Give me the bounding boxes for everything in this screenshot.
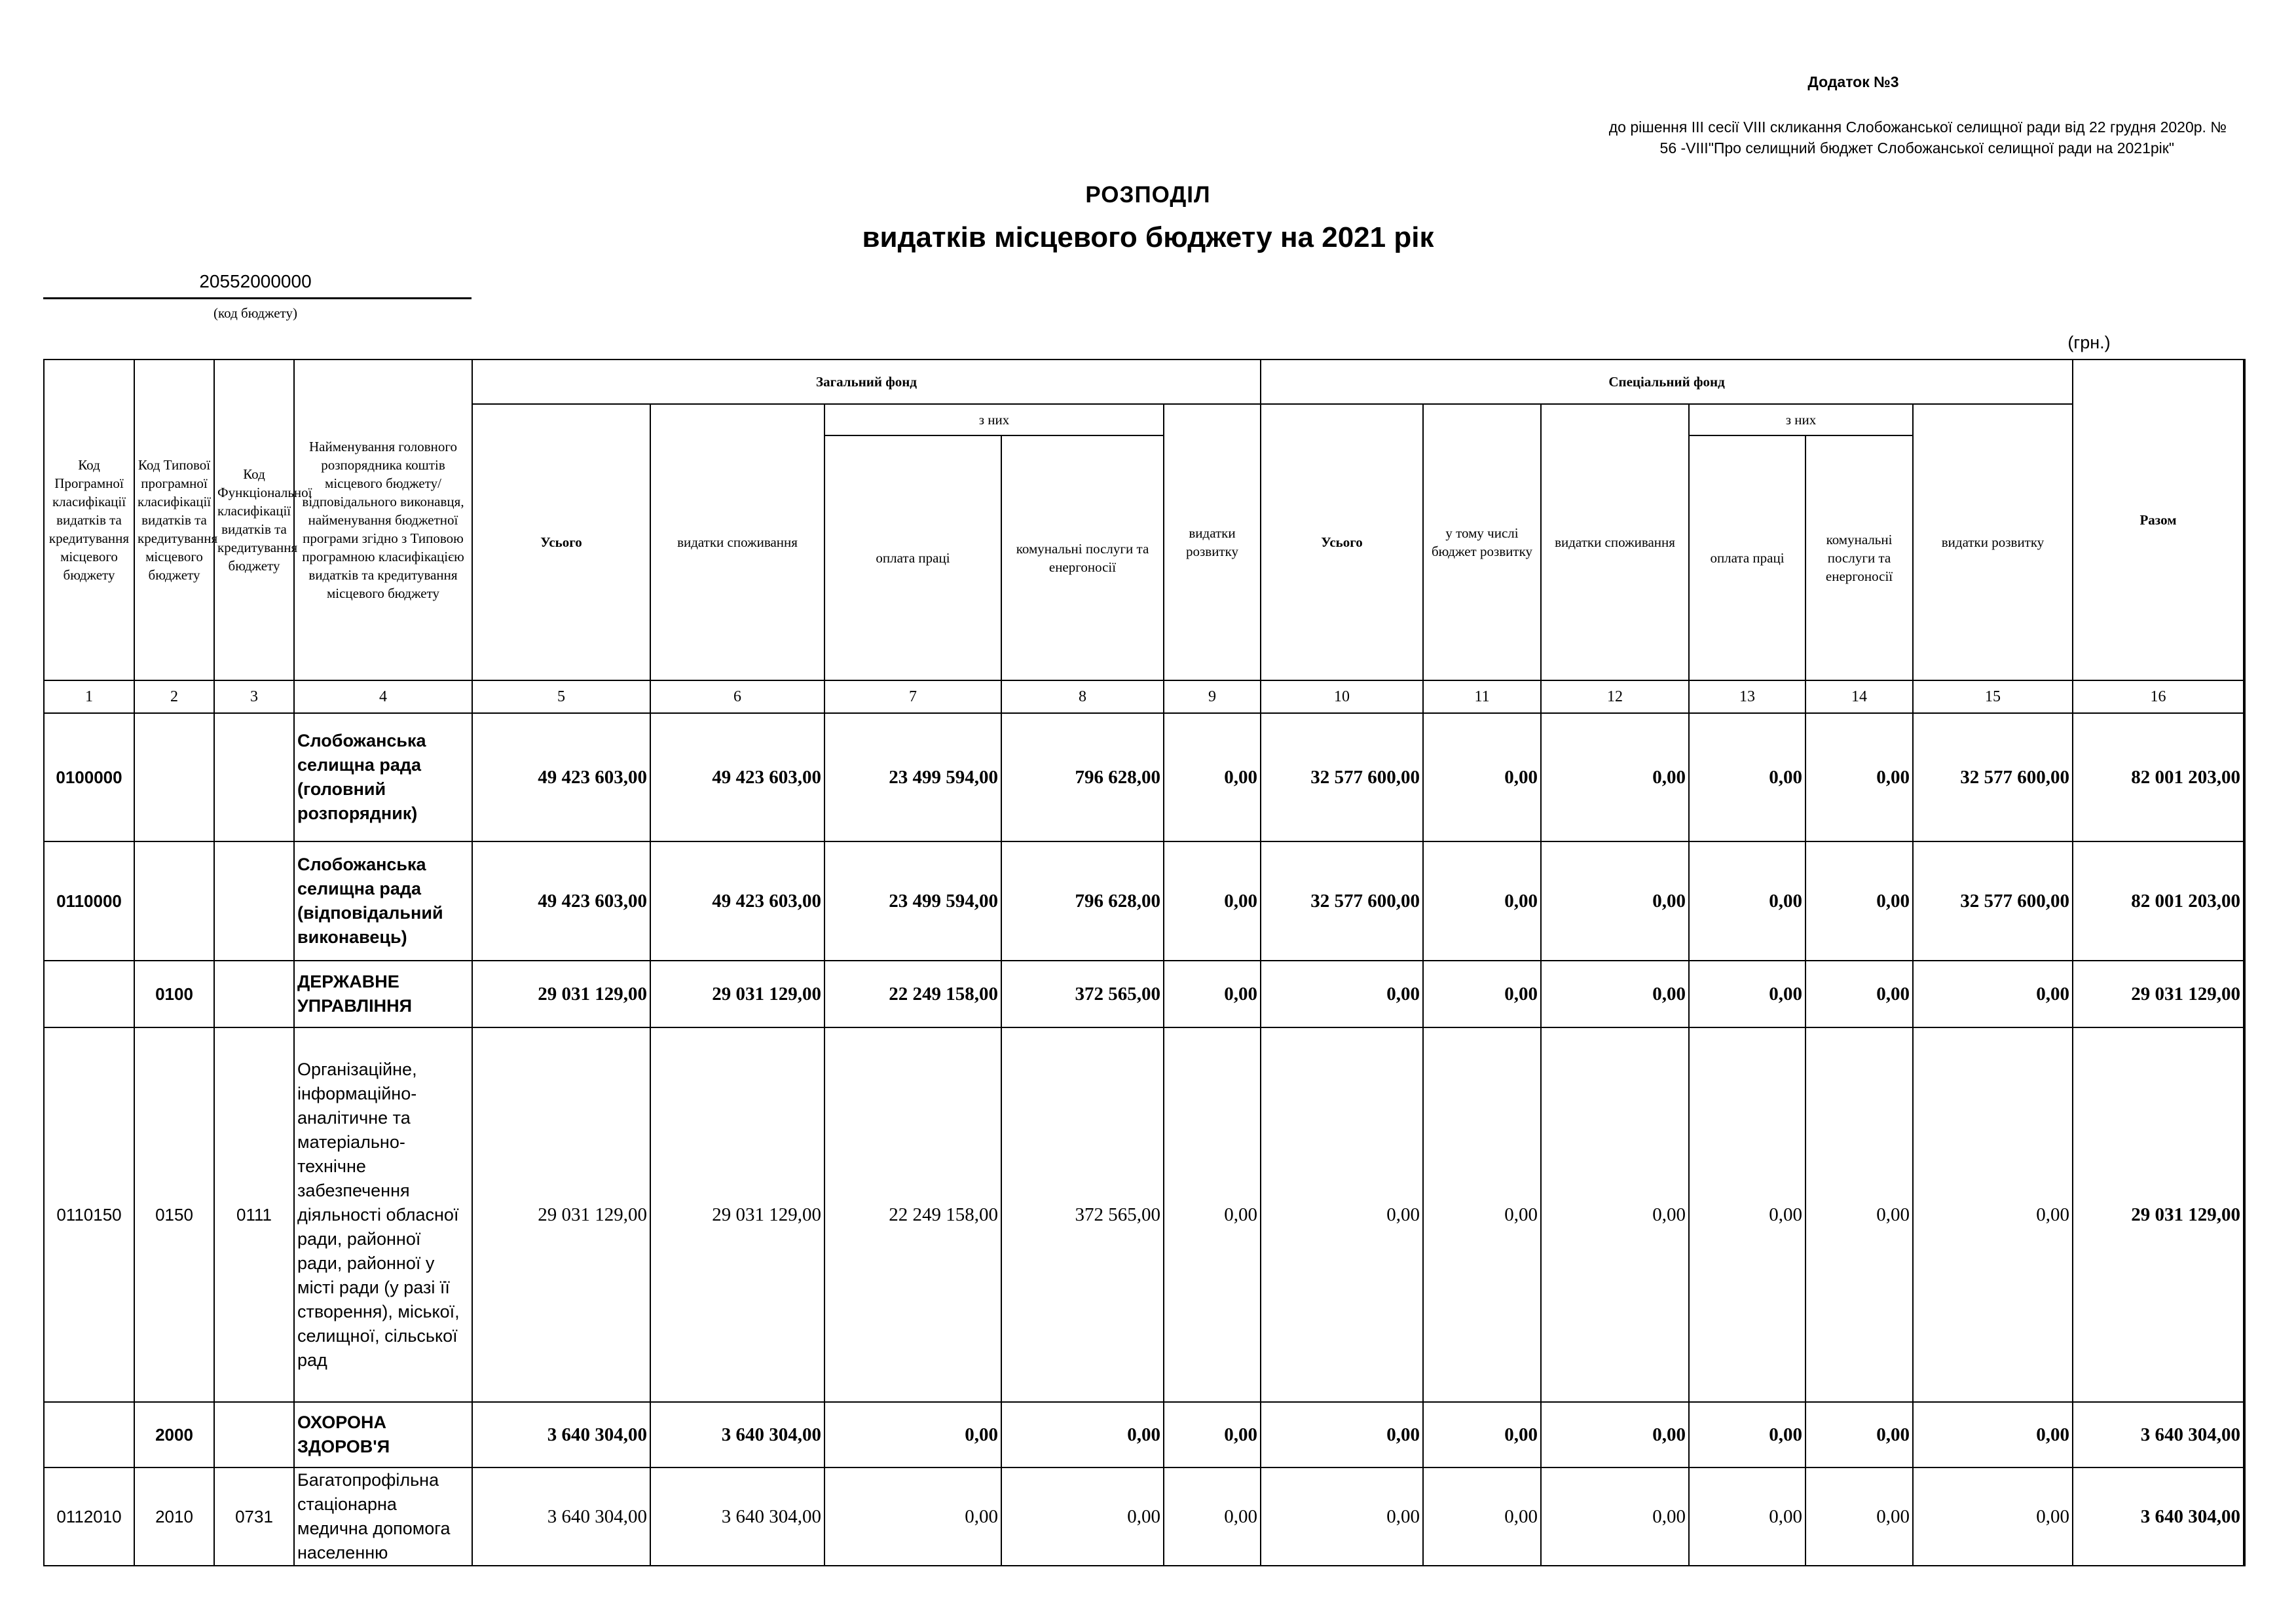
header-program-code: Код Програмної класифікації видатків та кредитування місцевого бюджету — [44, 360, 134, 680]
header-special-fund: Спеціальний фонд — [1261, 360, 2073, 404]
budget-code-underline — [43, 297, 472, 299]
column-number-row — [44, 680, 2244, 713]
value-cell: 372 565,00 — [1001, 961, 1164, 1027]
header-general-fund: Загальний фонд — [472, 360, 1261, 404]
typical-program-code: 2010 — [134, 1467, 214, 1566]
column-number: 7 — [824, 680, 1001, 713]
typical-program-code: 0100 — [134, 961, 214, 1027]
value-cell-total: 29 031 129,00 — [2073, 1027, 2244, 1402]
value-cell: 0,00 — [1913, 961, 2073, 1027]
value-cell: 0,00 — [1164, 961, 1261, 1027]
typical-program-code: 0150 — [134, 1027, 214, 1402]
table-row — [44, 1402, 2244, 1467]
header-typical-program-code: Код Типової програмної класифікації видатків та кредитування місцевого бюджету — [134, 360, 214, 680]
value-cell: 0,00 — [1423, 1402, 1541, 1467]
value-cell: 0,00 — [1261, 1467, 1423, 1566]
value-cell: 32 577 600,00 — [1913, 841, 2073, 961]
value-cell: 0,00 — [1541, 961, 1689, 1027]
program-code: 0110150 — [44, 1027, 134, 1402]
row-name: ОХОРОНА ЗДОРОВ'Я — [294, 1402, 472, 1467]
column-number: 14 — [1805, 680, 1913, 713]
value-cell: 0,00 — [1164, 713, 1261, 841]
value-cell: 0,00 — [1689, 713, 1805, 841]
value-cell: 0,00 — [1423, 841, 1541, 961]
column-number: 4 — [294, 680, 472, 713]
program-code — [44, 961, 134, 1027]
column-number: 2 — [134, 680, 214, 713]
table-row — [44, 961, 2244, 1027]
column-number: 16 — [2073, 680, 2244, 713]
value-cell: 0,00 — [1805, 1467, 1913, 1566]
typical-program-code — [134, 713, 214, 841]
value-cell: 0,00 — [1423, 1467, 1541, 1566]
appendix-title: Додаток №3 — [1807, 73, 1899, 90]
value-cell: 0,00 — [1541, 1467, 1689, 1566]
currency-unit: (грн.) — [2067, 333, 2111, 352]
value-cell: 3 640 304,00 — [472, 1467, 650, 1566]
value-cell: 32 577 600,00 — [1261, 841, 1423, 961]
row-name: Слобожанська селищна рада (головний розпорядник) — [294, 713, 472, 841]
value-cell: 0,00 — [1261, 1402, 1423, 1467]
value-cell: 23 499 594,00 — [824, 713, 1001, 841]
value-cell: 0,00 — [1541, 1402, 1689, 1467]
value-cell: 0,00 — [1261, 1027, 1423, 1402]
value-cell: 3 640 304,00 — [650, 1402, 824, 1467]
value-cell-total: 29 031 129,00 — [2073, 961, 2244, 1027]
header-sf-salary: оплата праці — [1689, 435, 1805, 680]
column-number: 13 — [1689, 680, 1805, 713]
value-cell: 0,00 — [824, 1467, 1001, 1566]
program-code — [44, 1402, 134, 1467]
functional-code: 0731 — [214, 1467, 294, 1566]
column-number: 12 — [1541, 680, 1689, 713]
row-name: ДЕРЖАВНЕ УПРАВЛІННЯ — [294, 961, 472, 1027]
value-cell: 0,00 — [1541, 713, 1689, 841]
value-cell: 22 249 158,00 — [824, 961, 1001, 1027]
value-cell: 0,00 — [824, 1402, 1001, 1467]
decision-reference-line-1: до рішення ІІІ сесії VIII скликання Слобожанської селищної ради від 22 грудня 2020р. № — [1608, 119, 2227, 136]
value-cell: 0,00 — [1913, 1467, 2073, 1566]
column-number: 6 — [650, 680, 824, 713]
budget-distribution-table — [43, 359, 2246, 1566]
value-cell: 0,00 — [1805, 1402, 1913, 1467]
value-cell: 0,00 — [1689, 1402, 1805, 1467]
value-cell: 0,00 — [1423, 713, 1541, 841]
header-sf-budget-development: у тому числі бюджет розвитку — [1423, 404, 1541, 680]
document-subtitle: видатків місцевого бюджету на 2021 рік — [862, 221, 1434, 253]
value-cell: 0,00 — [1805, 961, 1913, 1027]
document-title: РОЗПОДІЛ — [1085, 182, 1211, 208]
value-cell-total: 82 001 203,00 — [2073, 713, 2244, 841]
value-cell: 29 031 129,00 — [472, 961, 650, 1027]
value-cell: 0,00 — [1001, 1402, 1164, 1467]
header-gf-development: видатки розвитку — [1164, 404, 1261, 680]
budget-code-caption: (код бюджету) — [213, 305, 297, 321]
header-sf-of-which: з них — [1689, 404, 1913, 435]
header-sf-utilities: комунальні послуги та енергоносії — [1805, 435, 1913, 680]
column-number: 11 — [1423, 680, 1541, 713]
value-cell: 49 423 603,00 — [472, 713, 650, 841]
table-row — [44, 841, 2244, 961]
budget-code: 20552000000 — [199, 271, 312, 291]
functional-code — [214, 713, 294, 841]
value-cell: 29 031 129,00 — [650, 961, 824, 1027]
value-cell: 0,00 — [1689, 961, 1805, 1027]
value-cell: 0,00 — [1805, 841, 1913, 961]
header-gf-utilities: комунальні послуги та енергоносії — [1001, 435, 1164, 680]
row-name: Організаційне, інформаційно-аналітичне та матеріально-технічне забезпечення діяльності обласної ради, районної ради, районної у місті ради (у разі її створення), міської, селищної, сільської рад — [294, 1027, 472, 1402]
value-cell: 0,00 — [1164, 841, 1261, 961]
value-cell: 29 031 129,00 — [650, 1027, 824, 1402]
value-cell: 0,00 — [1805, 1027, 1913, 1402]
value-cell: 49 423 603,00 — [472, 841, 650, 961]
value-cell: 0,00 — [1001, 1467, 1164, 1566]
value-cell: 0,00 — [1689, 841, 1805, 961]
value-cell: 0,00 — [1164, 1402, 1261, 1467]
header-sf-development: видатки розвитку — [1913, 404, 2073, 680]
table-row — [44, 1467, 2244, 1566]
value-cell: 0,00 — [1541, 841, 1689, 961]
value-cell: 49 423 603,00 — [650, 713, 824, 841]
value-cell: 372 565,00 — [1001, 1027, 1164, 1402]
value-cell: 0,00 — [1261, 961, 1423, 1027]
value-cell: 0,00 — [1423, 961, 1541, 1027]
value-cell: 0,00 — [1541, 1027, 1689, 1402]
typical-program-code: 2000 — [134, 1402, 214, 1467]
value-cell: 0,00 — [1913, 1402, 2073, 1467]
header-total: Разом — [2073, 360, 2244, 680]
value-cell: 3 640 304,00 — [472, 1402, 650, 1467]
value-cell: 0,00 — [1423, 1027, 1541, 1402]
column-number: 5 — [472, 680, 650, 713]
value-cell: 0,00 — [1164, 1467, 1261, 1566]
value-cell-total: 82 001 203,00 — [2073, 841, 2244, 961]
header-name: Найменування головного розпорядника коштів місцевого бюджету/ відповідального виконавця, найменування бюджетної програми згідно з Типовою програмною класифікацією видатків та кредитування місцевого бюджету — [294, 360, 472, 680]
program-code: 0100000 — [44, 713, 134, 841]
value-cell: 796 628,00 — [1001, 713, 1164, 841]
column-number: 3 — [214, 680, 294, 713]
value-cell-total: 3 640 304,00 — [2073, 1467, 2244, 1566]
value-cell: 23 499 594,00 — [824, 841, 1001, 961]
column-number: 8 — [1001, 680, 1164, 713]
header-functional-code: Код Функціональної класифікації видатків та кредитування бюджету — [214, 360, 294, 680]
column-number: 15 — [1913, 680, 2073, 713]
functional-code — [214, 841, 294, 961]
header-gf-of-which: з них — [824, 404, 1164, 435]
functional-code: 0111 — [214, 1027, 294, 1402]
program-code: 0112010 — [44, 1467, 134, 1566]
header-gf-consumption: видатки споживання — [650, 404, 824, 680]
value-cell: 0,00 — [1689, 1467, 1805, 1566]
header-sf-total: Усього — [1261, 404, 1423, 680]
value-cell: 0,00 — [1164, 1027, 1261, 1402]
value-cell: 0,00 — [1805, 713, 1913, 841]
value-cell: 29 031 129,00 — [472, 1027, 650, 1402]
value-cell: 32 577 600,00 — [1261, 713, 1423, 841]
value-cell: 49 423 603,00 — [650, 841, 824, 961]
table-row — [44, 713, 2244, 841]
value-cell: 22 249 158,00 — [824, 1027, 1001, 1402]
decision-reference-line-2: 56 -VIII"Про селищний бюджет Слобожанської селищної ради на 2021рік" — [1659, 139, 2174, 157]
column-number: 1 — [44, 680, 134, 713]
row-name: Багатопрофільна стаціонарна медична допомога населенню — [294, 1467, 472, 1566]
value-cell: 3 640 304,00 — [650, 1467, 824, 1566]
column-number: 9 — [1164, 680, 1261, 713]
header-gf-salary: оплата праці — [824, 435, 1001, 680]
row-name: Слобожанська селищна рада (відповідальний виконавець) — [294, 841, 472, 961]
value-cell: 0,00 — [1689, 1027, 1805, 1402]
value-cell-total: 3 640 304,00 — [2073, 1402, 2244, 1467]
value-cell: 0,00 — [1913, 1027, 2073, 1402]
column-number: 10 — [1261, 680, 1423, 713]
header-sf-consumption: видатки споживання — [1541, 404, 1689, 680]
functional-code — [214, 961, 294, 1027]
typical-program-code — [134, 841, 214, 961]
value-cell: 32 577 600,00 — [1913, 713, 2073, 841]
header-gf-total: Усього — [472, 404, 650, 680]
table-row — [44, 1027, 2244, 1402]
functional-code — [214, 1402, 294, 1467]
value-cell: 796 628,00 — [1001, 841, 1164, 961]
program-code: 0110000 — [44, 841, 134, 961]
